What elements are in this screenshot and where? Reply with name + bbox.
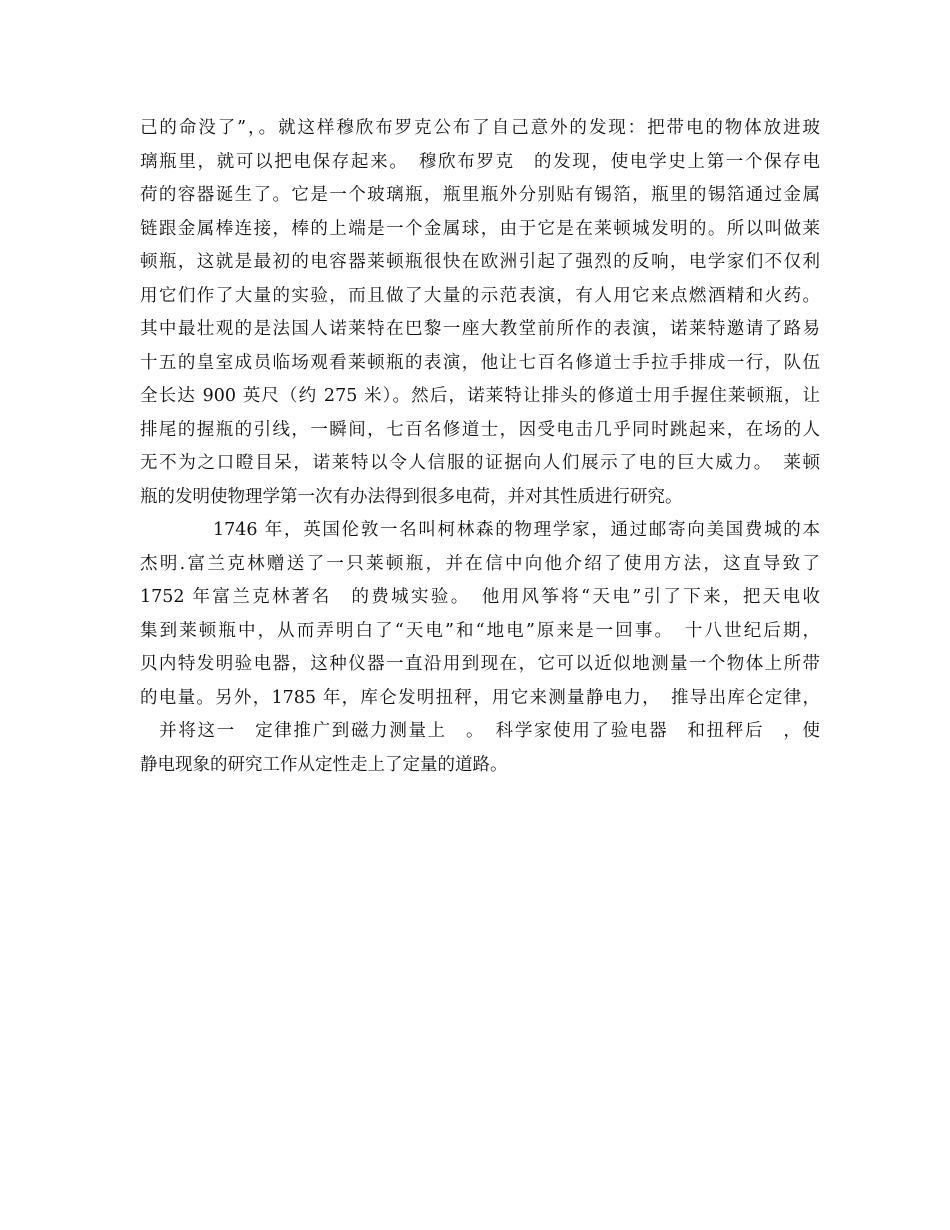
text-line: 集到莱顿瓶中，从而弄明白了“天电”和“地电”原来是一回事。 十八世纪后期，	[140, 620, 820, 641]
text-line: 1752 年富兰克林著名 的费城实验。 他用风筝将“天电”引了下来，把天电收	[140, 587, 820, 607]
text-line: 瓶的发明使物理学第一次有办法得到很多电荷，并对其性质进行研究。	[140, 486, 683, 507]
text-line: 的电量。另外，1785 年，库仑发明扭秤，用它来测量静电力， 推导出库仑定律，	[140, 687, 820, 708]
text-line: 并将这一 定律推广到磁力测量上 。 科学家使用了验电器 和扭秤后 ，使	[140, 721, 820, 741]
text-line: 贝内特发明验电器，这种仪器一直沿用到现在，它可以近似地测量一个物体上所带	[140, 654, 820, 674]
text-line: 用它们作了大量的实验，而且做了大量的示范表演，有人用它来点燃酒精和火药。	[140, 285, 820, 306]
text-line: 链跟金属棒连接，棒的上端是一个金属球，由于它是在莱顿城发明的。所以叫做莱	[140, 218, 820, 239]
text-line: 顿瓶，这就是最初的电容器莱顿瓶很快在欧洲引起了强烈的反响，电学家们不仅利	[140, 252, 820, 272]
text-line: 排尾的握瓶的引线，一瞬间，七百名修道士，因受电击几乎同时跳起来，在场的人	[140, 419, 820, 440]
text-line: 全长达 900 英尺（约 275 米）。然后，诺莱特让排头的修道士用手握住莱顿瓶，让	[140, 386, 820, 406]
text-line: 无不为之口瞪目呆，诺莱特以令人信服的证据向人们展示了电的巨大威力。 莱顿	[140, 453, 820, 473]
text-line: 杰明.富兰克林赠送了一只莱顿瓶，并在信中向他介绍了使用方法，这直导致了	[140, 553, 820, 574]
document-body	[140, 112, 820, 782]
text-line: 十五的皇室成员临场观看莱顿瓶的表演，他让七百名修道士手拉手排成一行，队伍	[140, 352, 820, 373]
text-line: 静电现象的研究工作从定性走上了定量的道路。	[140, 754, 508, 775]
text-line: 其中最壮观的是法国人诺莱特在巴黎一座大教堂前所作的表演，诺莱特邀请了路易	[140, 319, 820, 339]
paragraph-franklin	[140, 514, 820, 782]
text-line: 荷的容器诞生了。它是一个玻璃瓶，瓶里瓶外分别贴有锡箔，瓶里的锡箔通过金属	[140, 185, 820, 205]
paragraph-leyden-jar	[140, 112, 820, 514]
text-line: 己的命没了”，。就这样穆欣布罗克公布了自己意外的发现：把带电的物体放进玻	[140, 118, 820, 138]
text-line: 1746 年，英国伦敦一名叫柯林森的物理学家，通过邮寄向美国费城的本	[213, 520, 820, 540]
text-line: 璃瓶里，就可以把电保存起来。 穆欣布罗克 的发现，使电学史上第一个保存电	[140, 151, 820, 172]
